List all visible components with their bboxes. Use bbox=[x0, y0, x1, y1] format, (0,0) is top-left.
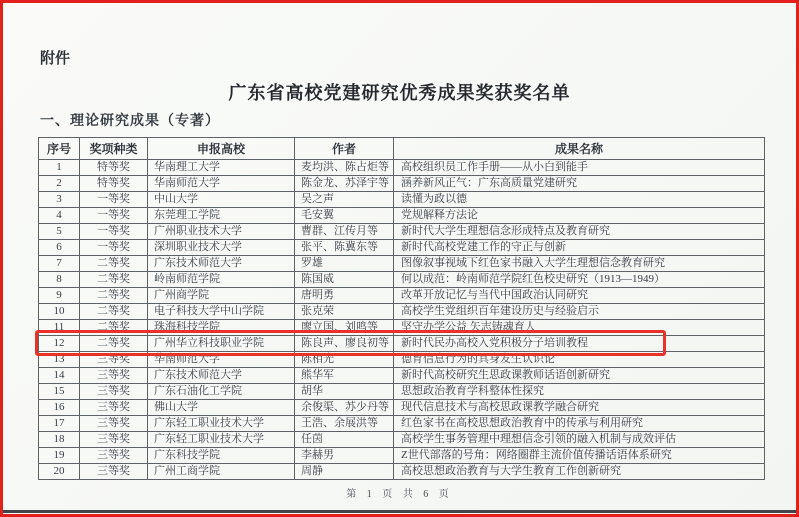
cell-university: 广东轻工职业技术大学 bbox=[148, 416, 295, 432]
cell-authors: 胡华 bbox=[295, 384, 394, 400]
cell-title: 新时代高校党建工作的守正与创新 bbox=[394, 240, 765, 256]
cell-no: 13 bbox=[39, 352, 80, 368]
cell-university: 电子科技大学中山学院 bbox=[148, 304, 295, 320]
cell-authors: 余俊渠、苏少丹等 bbox=[295, 400, 394, 416]
table-row bbox=[39, 400, 765, 416]
table-row bbox=[39, 464, 765, 480]
cell-no: 2 bbox=[39, 176, 80, 192]
table-row bbox=[39, 352, 765, 368]
cell-award: 三等奖 bbox=[80, 400, 148, 416]
page-title: 广东省高校党建研究优秀成果奖获奖名单 bbox=[228, 83, 571, 103]
cell-authors: 陈国威 bbox=[295, 272, 394, 288]
cell-title: 高校思想政治教育与大学生教育工作创新研究 bbox=[394, 464, 765, 480]
cell-authors: 任茵 bbox=[295, 432, 394, 448]
cell-university: 广州职业技术大学 bbox=[148, 224, 295, 240]
cell-title: 涵养新风正气：广东高质量党建研究 bbox=[394, 176, 765, 192]
cell-authors: 张平、陈冀东等 bbox=[295, 240, 394, 256]
cell-award: 二等奖 bbox=[80, 288, 148, 304]
table-row bbox=[39, 208, 765, 224]
cell-award: 一等奖 bbox=[80, 224, 148, 240]
cell-award: 二等奖 bbox=[80, 304, 148, 320]
cell-title: 思想政治教育学科整体性探究 bbox=[394, 384, 765, 400]
cell-title: 新时代高校研究生思政课教师话语创新研究 bbox=[394, 368, 765, 384]
table-row bbox=[39, 272, 765, 288]
cell-university: 岭南师范学院 bbox=[148, 272, 295, 288]
cell-award: 三等奖 bbox=[80, 416, 148, 432]
cell-award: 三等奖 bbox=[80, 352, 148, 368]
cell-award: 特等奖 bbox=[80, 176, 148, 192]
cell-title: 德育信息行为的具身发生认识论 bbox=[394, 352, 765, 368]
page-number: 第 1 页 共 6 页 bbox=[346, 489, 453, 500]
cell-university: 佛山大学 bbox=[148, 400, 295, 416]
cell-title: 红色家书在高校思想政治教育中的传承与利用研究 bbox=[394, 416, 765, 432]
cell-authors: 曹群、江传月等 bbox=[295, 224, 394, 240]
cell-authors: 毛安翼 bbox=[295, 208, 394, 224]
cell-no: 8 bbox=[39, 272, 80, 288]
column-header: 成果名称 bbox=[394, 138, 765, 160]
table-row bbox=[39, 320, 765, 336]
cell-no: 18 bbox=[39, 432, 80, 448]
cell-award: 二等奖 bbox=[80, 320, 148, 336]
cell-award: 三等奖 bbox=[80, 432, 148, 448]
table-row bbox=[39, 304, 765, 320]
cell-authors: 李赫男 bbox=[295, 448, 394, 464]
column-header: 申报高校 bbox=[148, 138, 295, 160]
column-header: 作者 bbox=[295, 138, 394, 160]
cell-no: 9 bbox=[39, 288, 80, 304]
cell-no: 16 bbox=[39, 400, 80, 416]
table-row bbox=[39, 256, 765, 272]
cell-no: 20 bbox=[39, 464, 80, 480]
cell-award: 三等奖 bbox=[80, 464, 148, 480]
cell-authors: 罗雄 bbox=[295, 256, 394, 272]
cell-no: 17 bbox=[39, 416, 80, 432]
cell-university: 广州商学院 bbox=[148, 288, 295, 304]
cell-authors: 麦均洪、陈占炬等 bbox=[295, 160, 394, 176]
cell-authors: 陈相光 bbox=[295, 352, 394, 368]
cell-title: 新时代大学生理想信念形成特点及教育研究 bbox=[394, 224, 765, 240]
cell-title: 改革开放记忆与当代中国政治认同研究 bbox=[394, 288, 765, 304]
cell-no: 10 bbox=[39, 304, 80, 320]
table-row bbox=[39, 160, 765, 176]
cell-authors: 陈金龙、苏泽宇等 bbox=[295, 176, 394, 192]
table-row bbox=[39, 288, 765, 304]
cell-title: 高校学生党组织百年建设历史与经验启示 bbox=[394, 304, 765, 320]
cell-authors: 陈良声、廖良初等 bbox=[295, 336, 394, 352]
cell-award: 一等奖 bbox=[80, 240, 148, 256]
cell-no: 6 bbox=[39, 240, 80, 256]
table-row bbox=[39, 224, 765, 240]
cell-no: 14 bbox=[39, 368, 80, 384]
cell-title: 高校组织员工作手册——从小白到能手 bbox=[394, 160, 765, 176]
cell-no: 7 bbox=[39, 256, 80, 272]
table-row bbox=[39, 416, 765, 432]
cell-title: 图像叙事视域下红色家书融入大学生理想信念教育研究 bbox=[394, 256, 765, 272]
cell-university: 珠海科技学院 bbox=[148, 320, 295, 336]
cell-university: 广东轻工职业技术大学 bbox=[148, 432, 295, 448]
scan-edge-shadow bbox=[3, 510, 796, 513]
cell-award: 特等奖 bbox=[80, 160, 148, 176]
cell-no: 3 bbox=[39, 192, 80, 208]
table-row bbox=[39, 448, 765, 464]
table-row bbox=[39, 240, 765, 256]
cell-award: 三等奖 bbox=[80, 368, 148, 384]
section-heading: 一、理论研究成果（专著） bbox=[40, 114, 220, 129]
table-header-row bbox=[39, 138, 765, 160]
cell-award: 三等奖 bbox=[80, 448, 148, 464]
cell-university: 东莞理工学院 bbox=[148, 208, 295, 224]
cell-title: 何以成范：岭南师范学院红色校史研究（1913—1949） bbox=[394, 272, 765, 288]
cell-award: 三等奖 bbox=[80, 384, 148, 400]
table-row bbox=[39, 384, 765, 400]
cell-authors: 吴之声 bbox=[295, 192, 394, 208]
cell-award: 二等奖 bbox=[80, 256, 148, 272]
table-row bbox=[39, 192, 765, 208]
cell-title: 党规解释方法论 bbox=[394, 208, 765, 224]
cell-authors: 张克荣 bbox=[295, 304, 394, 320]
cell-no: 15 bbox=[39, 384, 80, 400]
cell-no: 12 bbox=[39, 336, 80, 352]
cell-university: 广东技术师范大学 bbox=[148, 368, 295, 384]
cell-university: 广州工商学院 bbox=[148, 464, 295, 480]
cell-no: 19 bbox=[39, 448, 80, 464]
cell-university: 深圳职业技术大学 bbox=[148, 240, 295, 256]
cell-university: 华南理工大学 bbox=[148, 160, 295, 176]
cell-award: 一等奖 bbox=[80, 192, 148, 208]
cell-university: 华南师范大学 bbox=[148, 176, 295, 192]
column-header: 奖项种类 bbox=[80, 138, 148, 160]
column-header: 序号 bbox=[39, 138, 80, 160]
cell-award: 二等奖 bbox=[80, 272, 148, 288]
cell-title: 高校学生事务管理中理想信念引领的融入机制与成效评估 bbox=[394, 432, 765, 448]
cell-title: 坚守办学公益 矢志铸魂育人 bbox=[394, 320, 765, 336]
awards-table bbox=[38, 137, 765, 480]
table-row bbox=[39, 336, 765, 352]
cell-award: 二等奖 bbox=[80, 336, 148, 352]
cell-university: 华南师范大学 bbox=[148, 352, 295, 368]
cell-award: 一等奖 bbox=[80, 208, 148, 224]
cell-university: 广东技术师范大学 bbox=[148, 256, 295, 272]
cell-authors: 王浩、余展洪等 bbox=[295, 416, 394, 432]
cell-university: 广东科技学院 bbox=[148, 448, 295, 464]
table-row bbox=[39, 432, 765, 448]
cell-title: 新时代民办高校入党积极分子培训教程 bbox=[394, 336, 765, 352]
cell-title: Z世代部落的号角：网络圈群主流价值传播话语体系研究 bbox=[394, 448, 765, 464]
cell-no: 11 bbox=[39, 320, 80, 336]
cell-university: 广州华立科技职业学院 bbox=[148, 336, 295, 352]
attachment-label: 附件 bbox=[40, 50, 71, 67]
table-row bbox=[39, 176, 765, 192]
cell-title: 读懂为政以德 bbox=[394, 192, 765, 208]
cell-authors: 廖立国、刘鸣等 bbox=[295, 320, 394, 336]
cell-university: 中山大学 bbox=[148, 192, 295, 208]
cell-authors: 周静 bbox=[295, 464, 394, 480]
cell-no: 1 bbox=[39, 160, 80, 176]
cell-university: 广东石油化工学院 bbox=[148, 384, 295, 400]
cell-authors: 熊华军 bbox=[295, 368, 394, 384]
cell-no: 5 bbox=[39, 224, 80, 240]
cell-no: 4 bbox=[39, 208, 80, 224]
cell-title: 现代信息技术与高校思政课教学融合研究 bbox=[394, 400, 765, 416]
cell-authors: 唐明勇 bbox=[295, 288, 394, 304]
table-row bbox=[39, 368, 765, 384]
